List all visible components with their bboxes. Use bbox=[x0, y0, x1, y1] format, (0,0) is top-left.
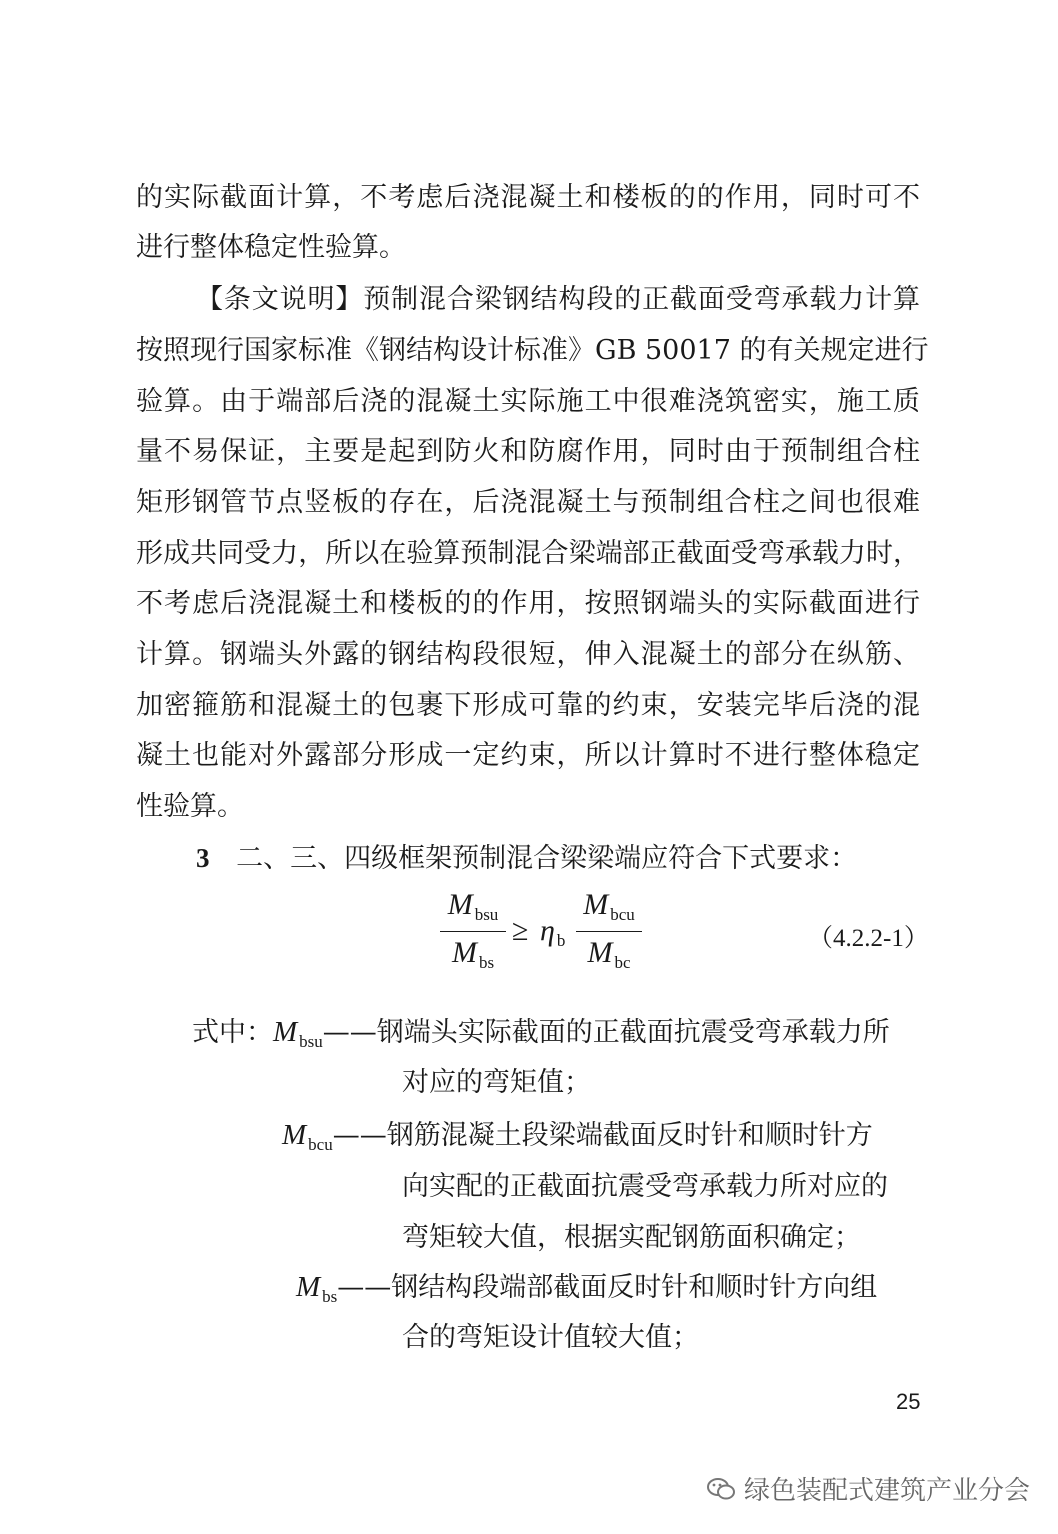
definition-symbol: M $_{bsu}$ bbox=[273, 1016, 323, 1051]
text-line: 凝土也能对外露部分形成一定约束，所以计算时不进行整体稳定 bbox=[136, 740, 920, 771]
text-line: 形成共同受力，所以在验算预制混合梁端部正截面受弯承载力时， bbox=[136, 538, 920, 569]
item-3 bbox=[196, 833, 920, 884]
definition-continuation: 向实配的正截面抗震受弯承载力所对应的 bbox=[402, 1171, 888, 1202]
definition-symbol: M $_{bs}$ bbox=[296, 1271, 338, 1306]
text-line: 按照现行国家标准《钢结构设计标准》GB 50017 的有关规定进行 bbox=[136, 335, 929, 366]
definition-symbol: M $_{bcu}$ bbox=[282, 1119, 333, 1154]
definition-prefix: 式中： bbox=[192, 1017, 273, 1048]
text-line: 验算。由于端部后浇的混凝土实际施工中很难浇筑密实，施工质 bbox=[136, 386, 920, 417]
item-number: 3 bbox=[196, 843, 210, 873]
text-line: 进行整体稳定性验算。 bbox=[136, 232, 406, 263]
fraction-lhs: M $_{bsu}$ M $_{bs}$ bbox=[440, 888, 506, 973]
text-line: 矩形钢管节点竖板的存在，后浇混凝土与预制组合柱之间也很难 bbox=[136, 487, 920, 518]
text-line: 加密箍筋和混凝土的包裹下形成可靠的约束，安装完毕后浇的混 bbox=[136, 690, 920, 721]
page-number: 25 bbox=[896, 1389, 921, 1414]
fraction-rhs: M $_{bcu}$ M $_{bc}$ bbox=[576, 888, 642, 973]
definition-continuation: 对应的弯矩值； bbox=[402, 1067, 591, 1098]
watermark-text: 绿色装配式建筑产业分会 bbox=[744, 1476, 1031, 1506]
definition-row: 式中：M $_{bsu}$——钢端头实际截面的正截面抗震受弯承载力所 bbox=[192, 1016, 890, 1051]
wechat-icon bbox=[706, 1476, 736, 1502]
text-line: 【条文说明】预制混合梁钢结构段的正截面受弯承载力计算 bbox=[196, 284, 920, 315]
text-line: 量不易保证，主要是起到防火和防腐作用，同时由于预制组合柱 bbox=[136, 436, 920, 467]
text-line: 计算。钢端头外露的钢结构段很短，伸入混凝土的部分在纵筋、 bbox=[136, 639, 920, 670]
equation-number: （4.2.2-1） bbox=[808, 925, 929, 952]
watermark bbox=[706, 1470, 1030, 1507]
text-line: 不考虑后浇混凝土和楼板的的作用，按照钢端头的实际截面进行 bbox=[136, 588, 920, 619]
item-text: 二、三、四级框架预制混合梁梁端应符合下式要求： bbox=[236, 843, 858, 874]
formula-operator: ≥ η $_b$ bbox=[512, 914, 566, 950]
text-line: 的实际截面计算，不考虑后浇混凝土和楼板的的作用，同时可不 bbox=[136, 182, 920, 213]
definition-row: M $_{bs}$——钢结构段端部截面反时针和顺时针方向组 bbox=[296, 1271, 878, 1306]
definition-continuation: 合的弯矩设计值较大值； bbox=[402, 1322, 699, 1353]
text-line: 性验算。 bbox=[136, 791, 244, 822]
definition-continuation: 弯矩较大值，根据实配钢筋面积确定； bbox=[402, 1222, 861, 1253]
definition-row: M $_{bcu}$——钢筋混凝土段梁端截面反时针和顺时针方 bbox=[282, 1119, 873, 1154]
